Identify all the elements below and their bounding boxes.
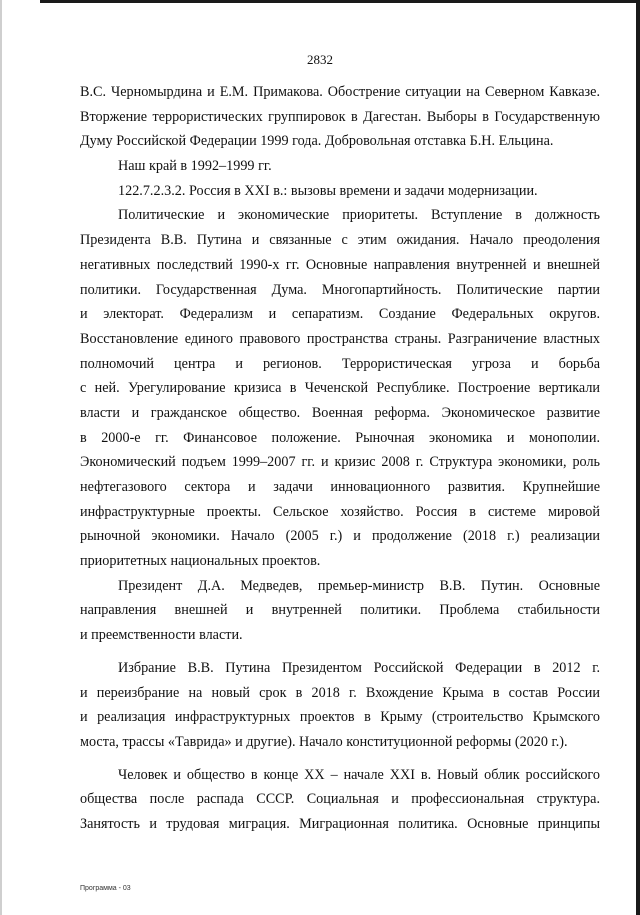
page-edge-top [40,0,640,3]
text-line: нефтегазового сектора и задачи инновационного развития. Крупнейшие [80,479,600,495]
text-line: полномочий центра и регионов. Террористическая угроза и борьба [80,355,600,372]
page-edge-left [0,0,2,915]
text-line: общества после распада СССР. Социальная и профессиональная структура. [80,791,600,808]
paragraph-gap [80,648,600,656]
paragraph-medvedev [80,574,600,648]
paragraph-society [80,763,600,837]
document-body [80,80,600,837]
text-line: Избрание В.В. Путина Президентом Российской Федерации в 2012 г. [118,659,600,676]
text-line: рыночной экономики. Начало (2005 г.) и продолжение (2018 г.) реализации [80,528,600,545]
text-line: негативных последствий 1990-х гг. Основные направления внутренней и внешней [80,256,600,273]
text-line: Президента В.В. Путина и связанные с этим ожидания. Начало преодоления [80,232,600,249]
paragraph-regional [80,154,600,179]
text-line: и преемственности власти. [80,627,243,644]
page-footer: Программа - 03 [80,885,131,892]
text-line: 122.7.2.3.2. Россия в XXI в.: вызовы времени и задачи модернизации. [118,182,538,199]
text-line: и переизбрание на новый срок в 2018 г. Вхождение Крыма в состав России [80,684,600,701]
text-line: в 2000-е гг. Финансовое положение. Рыночная экономика и монополии. [80,429,600,446]
text-line: инфраструктурные проекты. Сельское хозяйство. Россия в системе мировой [80,503,600,520]
text-line: направления внешней и внутренней политики. Проблема стабильности [80,602,600,619]
paragraph-continuation [80,80,600,154]
text-line: Занятость и трудовая миграция. Миграционная политика. Основные принципы [80,815,600,832]
paragraph-putin-election [80,656,600,755]
page-edge-right [636,0,640,915]
text-line: моста, трассы «Таврида» и другие). Начало конституционной реформы (2020 г.). [80,733,568,750]
text-line: власти и гражданское общество. Военная реформа. Экономическое развитие [80,404,600,421]
text-line: Думу Российской Федерации 1999 года. Добровольная отставка Б.Н. Ельцина. [80,133,554,150]
text-line: Восстановление единого правового пространства страны. Разграничение властных [80,330,600,347]
text-line: Человек и общество в конце XX – начале XXI в. Новый облик российского [118,766,600,783]
text-line: приоритетных национальных проектов. [80,553,321,570]
text-line: политики. Государственная Дума. Многопартийность. Политические партии [80,281,600,298]
text-line: Политические и экономические приоритеты. Вступление в должность [118,207,600,224]
text-line: Наш край в 1992–1999 гг. [118,158,272,175]
text-line: Вторжение террористических группировок в Дагестан. Выборы в Государственную [80,108,600,125]
text-line: Экономический подъем 1999–2007 гг. и кризис 2008 г. Структура экономики, роль [80,454,600,471]
page-number: 2832 [307,52,333,67]
text-line: Президент Д.А. Медведев, премьер-министр В.В. Путин. Основные [118,577,600,594]
text-line: В.С. Черномырдина и Е.М. Примакова. Обострение ситуации на Северном Кавказе. [80,84,600,100]
paragraph-gap [80,755,600,763]
text-line: с ней. Урегулирование кризиса в Чеченской Республике. Построение вертикали [80,380,600,397]
section-heading [80,179,600,204]
text-line: и реализация инфраструктурных проектов в Крыму (строительство Крымского [80,709,600,726]
paragraph-priorities [80,203,600,573]
text-line: и электорат. Федерализм и сепаратизм. Создание Федеральных округов. [80,306,600,323]
